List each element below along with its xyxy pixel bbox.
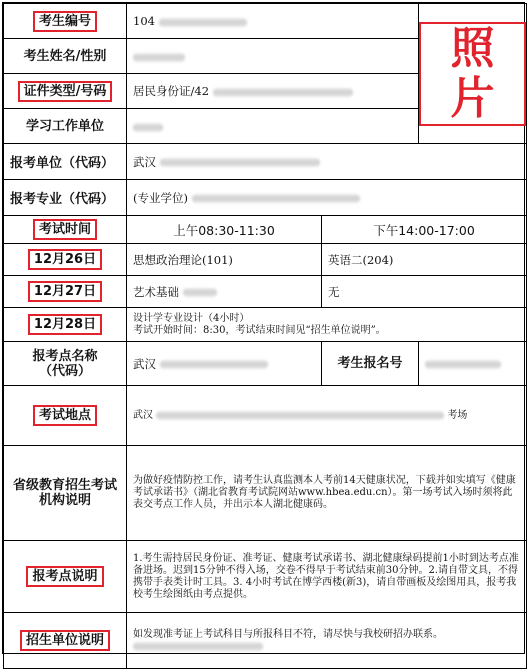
apply-unit-value: 武汉 (133, 154, 156, 169)
photo-cell (419, 4, 527, 144)
label-cell (4, 541, 127, 613)
work-unit-label: 学习工作单位 (4, 109, 127, 144)
work-unit-cell (127, 109, 419, 144)
redacted-field (192, 194, 360, 203)
reg-no-label: 考生报名号 (322, 342, 419, 386)
redacted-field (425, 360, 501, 369)
row-site-notes (4, 541, 527, 613)
provincial-label-cell (4, 446, 127, 541)
photo-char-1: 照 (450, 22, 495, 74)
row-apply-unit (4, 144, 527, 180)
apply-unit-label: 报考单位（代码） (4, 144, 127, 180)
pm-subject: 无 (322, 276, 527, 308)
reg-no-cell (419, 342, 527, 386)
school-notes-text: 如发现准考证上考试科目与所报科目不符，请尽快与我校研招办联系。 (133, 628, 443, 640)
label-cell (4, 4, 127, 39)
id-label: 证件类型/号码 (18, 81, 113, 102)
apply-major-cell (127, 180, 527, 216)
id-value: 居民身份证/42 (133, 84, 210, 98)
site-name-value: 武汉 (133, 356, 156, 371)
provincial-label: 省级教育招生考试 (12, 478, 117, 493)
label-cell (4, 244, 127, 276)
name-gender-label: 考生姓名/性别 (4, 39, 127, 74)
exam-no-cell (127, 4, 419, 39)
location-suffix: 考场 (447, 409, 468, 421)
exam-time-label: 考试时间 (33, 219, 97, 240)
redacted-field (183, 288, 217, 297)
am-session-header: 上午08:30-11:30 (127, 216, 322, 244)
am-subject-cell (127, 276, 322, 308)
apply-unit-cell (127, 144, 527, 180)
apply-major-value: (专业学位) (133, 190, 188, 205)
exam-no-label: 考生编号 (33, 11, 97, 32)
row-location (4, 386, 527, 446)
redacted-field (156, 411, 444, 420)
location-cell (127, 386, 527, 446)
redacted-field (160, 360, 268, 369)
redacted-field (159, 18, 247, 27)
provincial-label-2: 机构说明 (38, 493, 91, 508)
site-code-label: （代码） (38, 363, 91, 379)
redacted-field (213, 88, 353, 97)
am-subject: 思想政治理论(101) (127, 244, 322, 276)
redacted-field (133, 642, 263, 651)
schedule-header-row (4, 216, 527, 244)
school-notes-cell (127, 613, 527, 669)
row-school-notes (4, 613, 527, 669)
admission-ticket-table (3, 3, 527, 669)
redacted-field (133, 123, 163, 132)
label-cell (4, 276, 127, 308)
exam-date: 12月28日 (28, 314, 102, 335)
pm-session-header: 下午14:00-17:00 (322, 216, 527, 244)
label-cell (4, 613, 127, 669)
photo-placeholder (419, 22, 526, 126)
site-name-cell (127, 342, 322, 386)
site-name-label-cell (4, 342, 127, 386)
site-name-label: 报考点名称 (32, 348, 98, 364)
site-notes-label: 报考点说明 (26, 566, 103, 587)
label-cell (4, 308, 127, 342)
label-cell (4, 386, 127, 446)
schedule-row (4, 244, 527, 276)
row-site-name (4, 342, 527, 386)
schedule-row (4, 308, 527, 342)
location-label: 考试地点 (33, 405, 97, 426)
day3-subject-cell (127, 308, 527, 342)
site-notes-text: 1.考生需持居民身份证、准考证、健康考试承诺书、湖北健康绿码提前1小时到达考点准备进场。迟到15分钟不得入场，交卷不得早于考试结束前30分钟。2.请自带文具，不得携带手表类计时工具。3. 4小时考试在博学西楼(新3)，请自带画板及绘图用具，报考我校考生绘图纸由考点提供。 (127, 541, 527, 613)
photo-char-2: 片 (450, 72, 495, 124)
school-notes-label: 招生单位说明 (20, 630, 110, 651)
apply-major-label: 报考专业（代码） (4, 180, 127, 216)
am-subject: 设计学专业设计（4小时） (133, 312, 250, 324)
provincial-text: 为做好疫情防控工作，请考生认真监测本人考前14天健康状况，下载并如实填写《健康考试承诺书》（湖北省教育考试院网站www.hbea.edu.cn）。第一场考试入场时须将此表交考点工作人员，并出示本人湖北健康码。 (127, 446, 527, 541)
location-prefix: 武汉 (133, 409, 153, 421)
am-subject-note: 考试开始时间：8:30，考试结束时间见“招生单位说明”。 (133, 324, 386, 336)
exam-date: 12月26日 (28, 249, 102, 270)
label-cell (4, 74, 127, 109)
row-provincial-notes (4, 446, 527, 541)
label-cell (4, 216, 127, 244)
redacted-field (160, 158, 320, 167)
schedule-row (4, 276, 527, 308)
name-gender-cell (127, 39, 419, 74)
am-subject: 艺术基础 (133, 284, 179, 299)
row-exam-no (4, 4, 527, 39)
id-cell (127, 74, 419, 109)
exam-date: 12月27日 (28, 281, 102, 302)
pm-subject: 英语二(204) (322, 244, 527, 276)
admission-ticket (2, 2, 525, 654)
exam-no-value: 104 (133, 14, 155, 28)
redacted-field (133, 53, 185, 62)
row-apply-major (4, 180, 527, 216)
